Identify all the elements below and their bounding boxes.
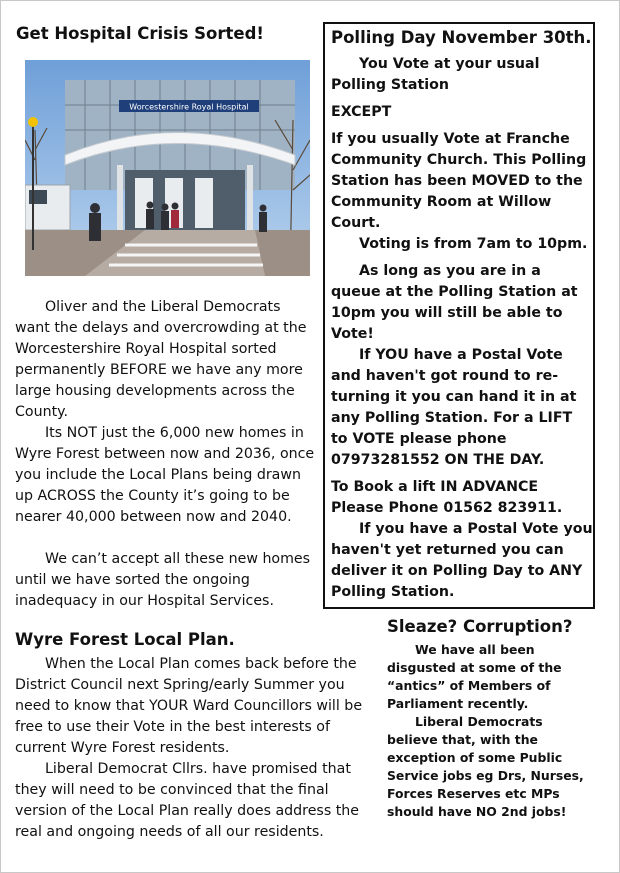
local-plan-para-1: When the Local Plan comes back before the District Council next Spring/early Summer you need to know that YOUR Ward Councillors will be free to use their Vote in the best interests of current Wyre Forest residents. [15,656,363,756]
hospital-paragraph-2 [15,423,319,528]
polling-day-box [323,22,595,609]
local-plan-body [15,654,375,843]
sleaze-para-1: We have all been disgusted at some of the “antics” of Members of Parliament recently. [387,642,562,711]
oliver-text: Oliver and the Liberal Democrats want the delays and overcrowding at the Worcestershire Royal Hospital sorted permanently BEFORE we have any more large housing developments across the County. [15,299,307,420]
sleaze-para-2: Liberal Democrats believe that, with the exception of some Public Service jobs eg Drs, Nurses, Forces Reserves etc MPs should have NO 2nd jobs! [387,714,584,819]
voting-hours-text: Voting is from 7am to 10pm. [359,236,588,252]
deliver-postal-text: If you have a Postal Vote you haven't yet returned you can deliver it on Polling Day to ANY Polling Station. [331,521,593,600]
accept-text: We can’t accept all these new homes until we have sorted the ongoing inadequacy in our Hospital Services. [15,551,311,609]
hospital-headline: Get Hospital Crisis Sorted! [16,24,264,43]
sleaze-body [387,641,597,821]
hospital-sign-text: Worcestershire Royal Hospital [129,102,249,112]
polling-day-title: Polling Day November 30th. [331,28,592,47]
hospital-photo [25,60,310,276]
sleaze-heading: Sleaze? Corruption? [387,617,573,636]
postal-vote-lift-text: If YOU have a Postal Vote and haven't got round to re-turning it you can hand it in at any Polling Station. For a LIFT to VOTE please phone 07973281552 ON THE DAY. [331,347,577,468]
advance-lift-text: To Book a lift IN ADVANCE Please Phone 01562 823911. [331,479,563,516]
local-plan-para-2: Liberal Democrat Cllrs. have promised that they will need to be convinced that the final version of the Local Plan really does address the real and ongoing needs of all our residents. [15,761,360,840]
moved-station-text: If you usually Vote at Franche Community Church. This Polling Station has been MOVED to the Community Room at Willow Court. [331,131,587,231]
local-plan-heading: Wyre Forest Local Plan. [15,630,235,649]
queue-text: As long as you are in a queue at the Polling Station at 10pm you will still be able to Vote! [331,263,578,342]
homes-text: Its NOT just the 6,000 new homes in Wyre Forest between now and 2036, once you include the Local Plans being drawn up ACROSS the County it’s going to be nearer 40,000 between now and 2040. [15,425,315,525]
usual-station-text: You Vote at your usual Polling Station [331,56,540,93]
hospital-paragraph-1 [15,297,319,423]
hospital-paragraph-3 [15,549,319,612]
hospital-entrance-image [25,60,310,276]
except-text: EXCEPT [331,104,392,120]
